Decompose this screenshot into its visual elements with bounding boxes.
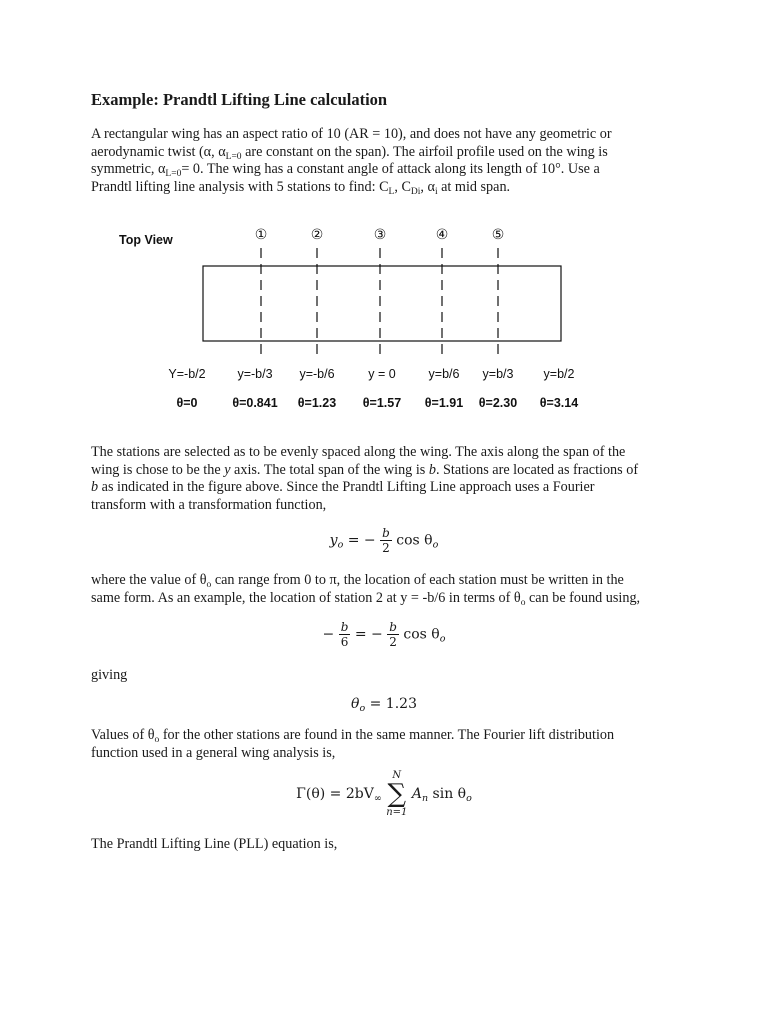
y-position-label: y=-b/6 (299, 367, 335, 381)
text-line: b as indicated in the figure above. Since the Prandtl Lifting Line approach uses a Fourier (91, 479, 595, 495)
text-line: symmetric, $\alpha_{L=0}= 0$. The wing has a constant angle of attack along its length of 10°. Use a (91, 161, 600, 179)
theta-label: θ=3.14 (539, 396, 579, 410)
giving-text: giving (91, 667, 128, 683)
theta-label: θ=1.57 (362, 396, 402, 410)
wing-outline (203, 266, 561, 341)
station-2-equation: − $\frac{b}{6}$ = − $\frac{b}{2}$ $\cos \theta_o$ (322, 620, 446, 649)
text-line: where the value of $\theta_o$ can range from 0 to π, the location of each station must be written in the (91, 572, 624, 590)
station-number-2: ② (310, 226, 324, 242)
text-line: same form. As an example, the location of station 2 at y = -b/6 in terms of $\theta_o$ can be found using, (91, 589, 641, 608)
y-position-label: y=-b/3 (237, 367, 273, 381)
text-line: The stations are selected as to be evenly spaced along the wing. The axis along the span of the (91, 444, 626, 460)
y-position-label: y=b/3 (482, 367, 514, 381)
theta-label: θ=2.30 (478, 396, 518, 410)
theta-result-equation: $\theta_o = 1.23$ (351, 696, 417, 714)
summation-symbol: N ∑ n=1 (386, 770, 408, 818)
top-view-label: Top View (119, 233, 173, 247)
fourier-lift-equation: $\Gamma(\theta) = 2bV_\infty$ N ∑ n=1 $A_n$ $\sin \theta_o$ (296, 770, 472, 818)
y-position-label: y = 0 (368, 367, 396, 381)
text-line: transform with a transformation function, (91, 496, 327, 513)
station-markers (255, 226, 505, 356)
fourier-paragraph (91, 727, 671, 762)
station-number-5: ⑤ (491, 226, 505, 242)
text-line: aerodynamic twist (α, $\alpha_{L=0}$ are constant on the span). The airfoil profile used on the wing is (91, 143, 608, 162)
station-number-3: ③ (373, 226, 387, 242)
intro-paragraph (91, 126, 671, 196)
wing-diagram (0, 215, 768, 420)
theta-label: θ=0.841 (232, 396, 278, 410)
page-title: Example: Prandtl Lifting Line calculation (91, 90, 388, 109)
station-labels (168, 367, 578, 410)
text-line: Values of $\theta_o$ for the other stations are found in the same manner. The Fourier lift distribution (91, 727, 615, 745)
station-number-4: ④ (435, 226, 449, 242)
theta-label: θ=0 (176, 396, 198, 410)
wing-top-view-figure (0, 215, 768, 420)
text-line: Prandtl lifting line analysis with 5 stations to find: $C_L$, $C_{Di}$, $\alpha_i$ at mid span. (91, 178, 511, 197)
pll-paragraph: The Prandtl Lifting Line (PLL) equation is, (91, 836, 338, 852)
theta-paragraph (91, 572, 671, 607)
theta-label: θ=1.91 (424, 396, 464, 410)
station-number-1: ① (254, 226, 268, 242)
y-position-label: Y=-b/2 (168, 367, 206, 381)
y-position-label: y=b/2 (543, 367, 575, 381)
y-position-label: y=b/6 (428, 367, 460, 381)
text-line: function used in a general wing analysis is, (91, 744, 336, 761)
stations-paragraph (91, 444, 671, 514)
theta-label: θ=1.23 (297, 396, 337, 410)
text-line: A rectangular wing has an aspect ratio of 10 (AR = 10), and does not have any geometric or (91, 126, 612, 142)
text-line: wing is chose to be the y axis. The total span of the wing is b. Stations are located as fractions of (91, 461, 639, 478)
transformation-equation: $y_o$ = − $\frac{b}{2}$ $\cos \theta_o$ (329, 526, 439, 555)
